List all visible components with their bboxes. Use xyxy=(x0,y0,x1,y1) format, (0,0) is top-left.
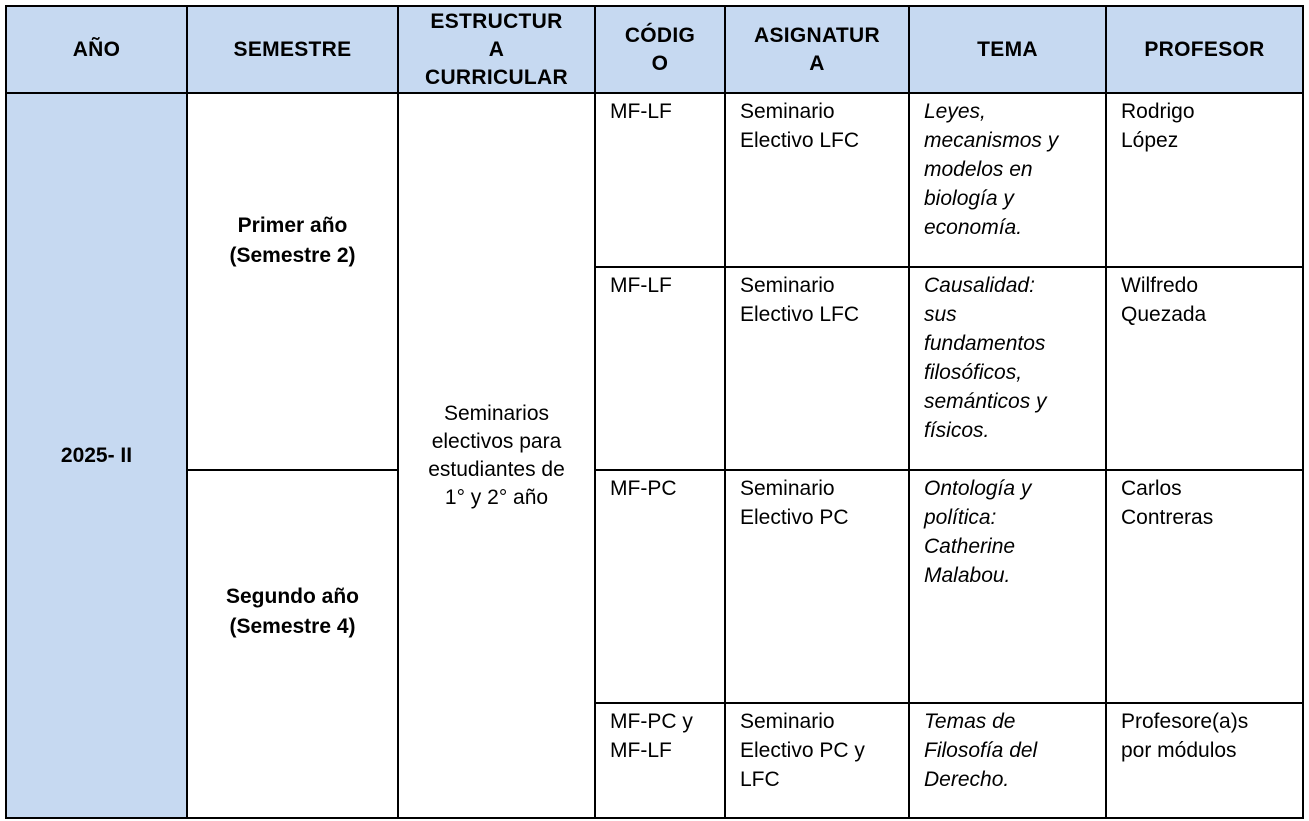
header-semestre: SEMESTRE xyxy=(187,6,398,93)
codigo-cell: MF-PC xyxy=(595,470,725,703)
table-row xyxy=(6,93,1303,267)
profesor-cell: Profesore(a)s por módulos xyxy=(1106,703,1303,818)
header-anio: AÑO xyxy=(6,6,187,93)
semester-cell-second: Segundo año (Semestre 4) xyxy=(187,470,398,818)
tema-cell: Leyes, mecanismos y modelos en biología y economía. xyxy=(909,93,1106,267)
profesor-cell: Rodrigo López xyxy=(1106,93,1303,267)
codigo-cell: MF-PC y MF-LF xyxy=(595,703,725,818)
asignatura-cell: Seminario Electivo LFC xyxy=(725,267,909,470)
tema-cell: Temas de Filosofía del Derecho. xyxy=(909,703,1106,818)
codigo-cell: MF-LF xyxy=(595,267,725,470)
curricular-cell: Seminarios electivos para estudiantes de 1° y 2° año xyxy=(398,93,595,818)
header-profesor: PROFESOR xyxy=(1106,6,1303,93)
header-row xyxy=(6,6,1303,93)
profesor-cell: Wilfredo Quezada xyxy=(1106,267,1303,470)
asignatura-cell: Seminario Electivo LFC xyxy=(725,93,909,267)
year-cell: 2025- II xyxy=(6,93,187,818)
header-tema: TEMA xyxy=(909,6,1106,93)
semester-cell-first: Primer año (Semestre 2) xyxy=(187,93,398,470)
asignatura-cell: Seminario Electivo PC xyxy=(725,470,909,703)
header-asignatura: ASIGNATUR A xyxy=(725,6,909,93)
asignatura-cell: Seminario Electivo PC y LFC xyxy=(725,703,909,818)
header-estructura-curricular: ESTRUCTUR A CURRICULAR xyxy=(398,6,595,93)
profesor-cell: Carlos Contreras xyxy=(1106,470,1303,703)
header-codigo: CÓDIG O xyxy=(595,6,725,93)
schedule-table xyxy=(5,5,1304,819)
codigo-cell: MF-LF xyxy=(595,93,725,267)
tema-cell: Causalidad: sus fundamentos filosóficos, semánticos y físicos. xyxy=(909,267,1106,470)
tema-cell: Ontología y política: Catherine Malabou. xyxy=(909,470,1106,703)
table-row xyxy=(6,470,1303,703)
